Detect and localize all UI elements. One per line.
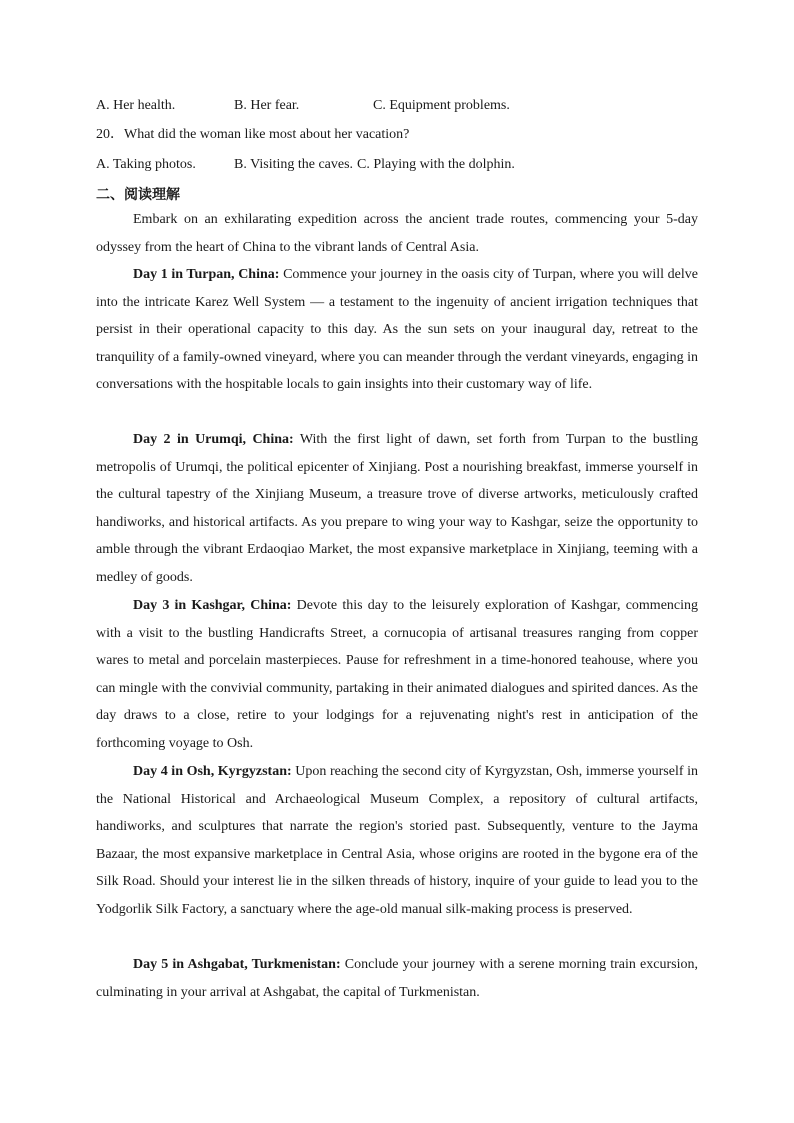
q19-option-b: B. Her fear. bbox=[234, 98, 300, 113]
day-3-title: Day 3 in Kashgar, China: bbox=[133, 598, 292, 613]
q20-option-c: C. Playing with the dolphin. bbox=[357, 157, 515, 172]
intro-paragraph: Embark on an exhilarating expedition across the ancient trade routes, commencing your 5-day odyssey from the heart of China to the vibrant lands of Central Asia. bbox=[96, 212, 698, 255]
day-4-title: Day 4 in Osh, Kyrgyzstan: bbox=[133, 764, 292, 779]
section-heading: 二、阅读理解 bbox=[96, 187, 180, 203]
day-2-text: With the first light of dawn, set forth from Turpan to the bustling metropolis of Urumqi, the political epicenter of Xinjiang. Post a nourishing breakfast, immerse yourself in the cultural tapestry of the Xinjiang Museum, a treasure trove of diverse artworks, meticulously crafted handiworks, and historical artifacts. As you prepare to wing your way to Kashgar, seize the opportunity to amble through the vibrant Erdaoqiao Market, the most expansive marketplace in Xinjiang, teeming with a medley of goods. bbox=[96, 432, 699, 585]
q19-option-a: A. Her health. bbox=[96, 98, 176, 113]
day-2-paragraph bbox=[96, 426, 698, 592]
day-1-text: Commence your journey in the oasis city of Turpan, where you will delve into the intricate Karez Well System — a testament to the ingenuity of ancient irrigation techniques that persist in their operational capacity to this day. As the sun sets on your inaugural day, retreat to the tranquility of a family-owned vineyard, where you can meander through the verdant vineyards, engaging in conversations with the hospitable locals to gain insights into their customary way of life. bbox=[96, 267, 698, 393]
q20-option-b: B. Visiting the caves. bbox=[234, 157, 354, 172]
day-3-text: Devote this day to the leisurely exploration of Kashgar, commencing with a visit to the bustling Handicrafts Street, a cornucopia of artisanal treasures ranging from copper wares to metal and porcelain masterpieces. Pause for refreshment in a time-honored teahouse, where you can mingle with the convivial community, partaking in their animated dialogues and spirited dances. As the day draws to a close, retire to your lodgings for a rejuvenating night's rest in anticipation of the forthcoming voyage to Osh. bbox=[96, 598, 699, 751]
day-5-text: Conclude your journey with a serene morning train excursion, culminating in your arrival at Ashgabat, the capital of Turkmenistan. bbox=[96, 957, 698, 1000]
q19-option-c: C. Equipment problems. bbox=[373, 98, 510, 113]
day-4-paragraph bbox=[96, 758, 698, 924]
day-1-title: Day 1 in Turpan, China: bbox=[133, 267, 280, 282]
day-5-paragraph bbox=[96, 951, 698, 1006]
day-3-paragraph bbox=[96, 592, 698, 758]
day-5-title: Day 5 in Ashgabat, Turkmenistan: bbox=[133, 957, 341, 972]
q20-option-a: A. Taking photos. bbox=[96, 157, 196, 172]
day-4-text: Upon reaching the second city of Kyrgyzstan, Osh, immerse yourself in the National Historical and Archaeological Museum Complex, a repository of cultural artifacts, handiworks, and sculptures that narrate the region's storied past. Subsequently, venture to the Jayma Bazaar, the most expansive marketplace in Central Asia, whose origins are rooted in the bygone era of the Silk Road. Should your interest lie in the silken threads of history, inquire of your guide to lead you to the Yodgorlik Silk Factory, a sanctuary where the age-old manual silk-making process is preserved. bbox=[96, 764, 698, 917]
q20-question: 20．What did the woman like most about her vacation? bbox=[96, 127, 410, 142]
day-1-paragraph bbox=[96, 261, 698, 399]
day-2-title: Day 2 in Urumqi, China: bbox=[133, 432, 294, 447]
